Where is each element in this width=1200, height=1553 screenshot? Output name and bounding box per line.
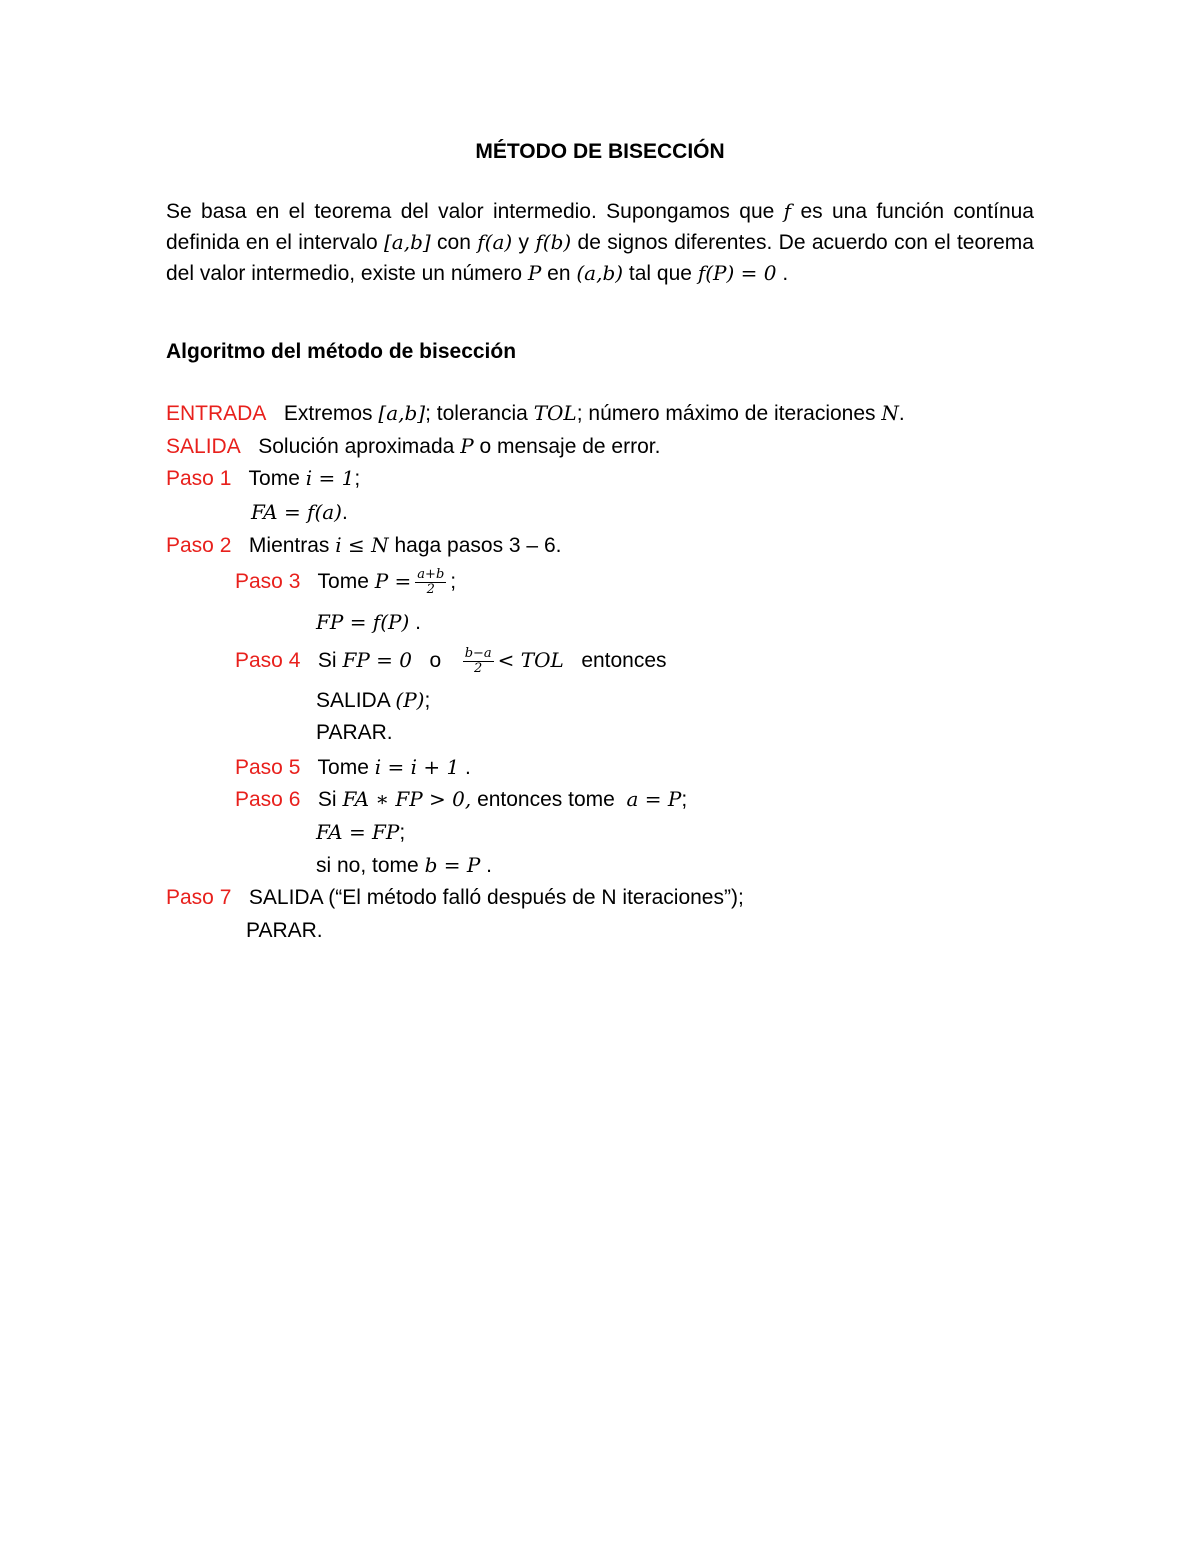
intro-paragraph — [166, 196, 1034, 289]
salida-text: o mensaje de error. — [479, 435, 661, 458]
paso5-text: . — [465, 756, 471, 779]
math-fa-assign: FA = f(a) — [251, 500, 342, 524]
entrada-label: ENTRADA — [166, 402, 267, 425]
paso5-line — [235, 752, 471, 783]
math-lt-tol: < TOL — [497, 648, 564, 672]
salida-label: SALIDA — [166, 435, 241, 458]
paso4-text: entonces — [581, 649, 667, 672]
paso7-text: SALIDA (“El método falló después de N iteraciones”); — [248, 886, 744, 909]
entrada-text: ; número máximo de iteraciones — [576, 402, 876, 425]
paso3-label: Paso 3 — [235, 570, 301, 593]
fraction-numerator: b−a — [464, 645, 492, 661]
intro-text: y — [518, 231, 530, 254]
paso3-line2 — [316, 607, 421, 638]
paso7-line — [166, 883, 744, 913]
paso6-label: Paso 6 — [235, 788, 301, 811]
intro-text: tal que — [628, 262, 692, 285]
paso4-line2 — [316, 685, 430, 716]
paso6-text: si no, tome — [316, 854, 419, 877]
paso4-label: Paso 4 — [235, 649, 301, 672]
page-title: MÉTODO DE BISECCIÓN — [475, 140, 725, 163]
math-f: f — [783, 199, 792, 223]
math-fb: f(b) — [535, 230, 572, 254]
paso6-text: entonces tome — [477, 788, 615, 811]
salida-text: Solución aproximada — [258, 435, 455, 458]
math-tol: TOL — [533, 401, 577, 425]
paso2-label: Paso 2 — [166, 534, 232, 557]
fraction-half-width — [463, 647, 494, 676]
paso6-text: . — [486, 854, 492, 877]
math-i-init: i = 1 — [305, 466, 355, 490]
paso1-text: Tome — [248, 467, 300, 490]
math-p: P — [527, 261, 542, 285]
paso4-line — [235, 645, 667, 676]
paso5-label: Paso 5 — [235, 756, 301, 779]
paso4-text: o — [429, 649, 442, 672]
math-fp-zero: f(P) = 0 — [697, 261, 777, 285]
paso7-label: Paso 7 — [166, 886, 232, 909]
intro-text: Se basa en el teorema del valor intermedio. Supongamos que — [166, 200, 775, 223]
paso1-text: ; — [354, 467, 361, 490]
intro-text: de signos diferentes. De acuerdo con el teorema del valor intermedio, existe un número — [166, 231, 1034, 285]
paso5-text: Tome — [317, 756, 369, 779]
paso1-line2 — [251, 497, 348, 528]
entrada-line — [166, 398, 905, 429]
intro-text: en — [547, 262, 571, 285]
math-b-assign: b = P — [424, 853, 481, 877]
math-fp-zero: FP = 0 — [342, 648, 412, 672]
paso6-text: Si — [317, 788, 337, 811]
paso1-text: . — [342, 501, 348, 524]
math-n: N — [881, 401, 899, 425]
paso6-text: ; — [399, 821, 406, 844]
math-i-increment: i = i + 1 — [374, 755, 460, 779]
math-open-interval: (a,b) — [576, 261, 624, 285]
math-fa-fp-positive: FA ∗ FP > 0, — [342, 787, 472, 811]
paso3-line — [235, 566, 456, 597]
entrada-text: . — [898, 402, 905, 425]
salida-line — [166, 431, 660, 462]
intro-text: es una función contínua definida en el intervalo — [166, 200, 1034, 254]
fraction-numerator: a+b — [417, 566, 445, 582]
paso7-text: PARAR. — [246, 919, 323, 942]
paso6-line3 — [316, 850, 492, 881]
paso3-text: . — [415, 611, 421, 634]
paso6-line2 — [316, 817, 405, 848]
paso4-line3 — [316, 718, 393, 748]
math-interval: [a,b] — [384, 230, 431, 254]
paso2-text: haga pasos 3 – 6. — [394, 534, 562, 557]
math-a-assign: a = P — [626, 787, 682, 811]
math-p: P — [460, 434, 474, 458]
math-i-le-n: i ≤ N — [335, 533, 389, 557]
paso4-text: PARAR. — [316, 721, 393, 744]
math-fp-assign: FP = f(P) — [316, 610, 410, 634]
paso3-text: ; — [450, 570, 457, 593]
fraction-denominator: 2 — [426, 581, 435, 597]
paso6-text: ; — [681, 788, 688, 811]
entrada-text: Extremos — [283, 402, 373, 425]
fraction-denominator: 2 — [474, 660, 483, 676]
paso3-text: Tome — [317, 570, 369, 593]
paso4-text: SALIDA — [316, 689, 390, 712]
paso1-line — [166, 463, 360, 494]
paso7-line2 — [246, 916, 323, 946]
paso2-line — [166, 530, 561, 561]
intro-text: con — [437, 231, 471, 254]
math-p-assign: P = — [374, 569, 412, 593]
math-fa: f(a) — [477, 230, 513, 254]
math-fa-fp-assign: FA = FP — [316, 820, 400, 844]
paso4-text: ; — [424, 689, 431, 712]
math-interval: [a,b] — [378, 401, 426, 425]
paso1-label: Paso 1 — [166, 467, 232, 490]
paso6-line — [235, 784, 687, 815]
math-p-paren: (P) — [395, 688, 425, 712]
section-heading: Algoritmo del método de bisección — [166, 340, 517, 363]
paso2-text: Mientras — [248, 534, 330, 557]
intro-text: . — [782, 262, 789, 285]
entrada-text: ; tolerancia — [425, 402, 528, 425]
paso4-text: Si — [317, 649, 337, 672]
fraction-midpoint — [415, 568, 446, 597]
